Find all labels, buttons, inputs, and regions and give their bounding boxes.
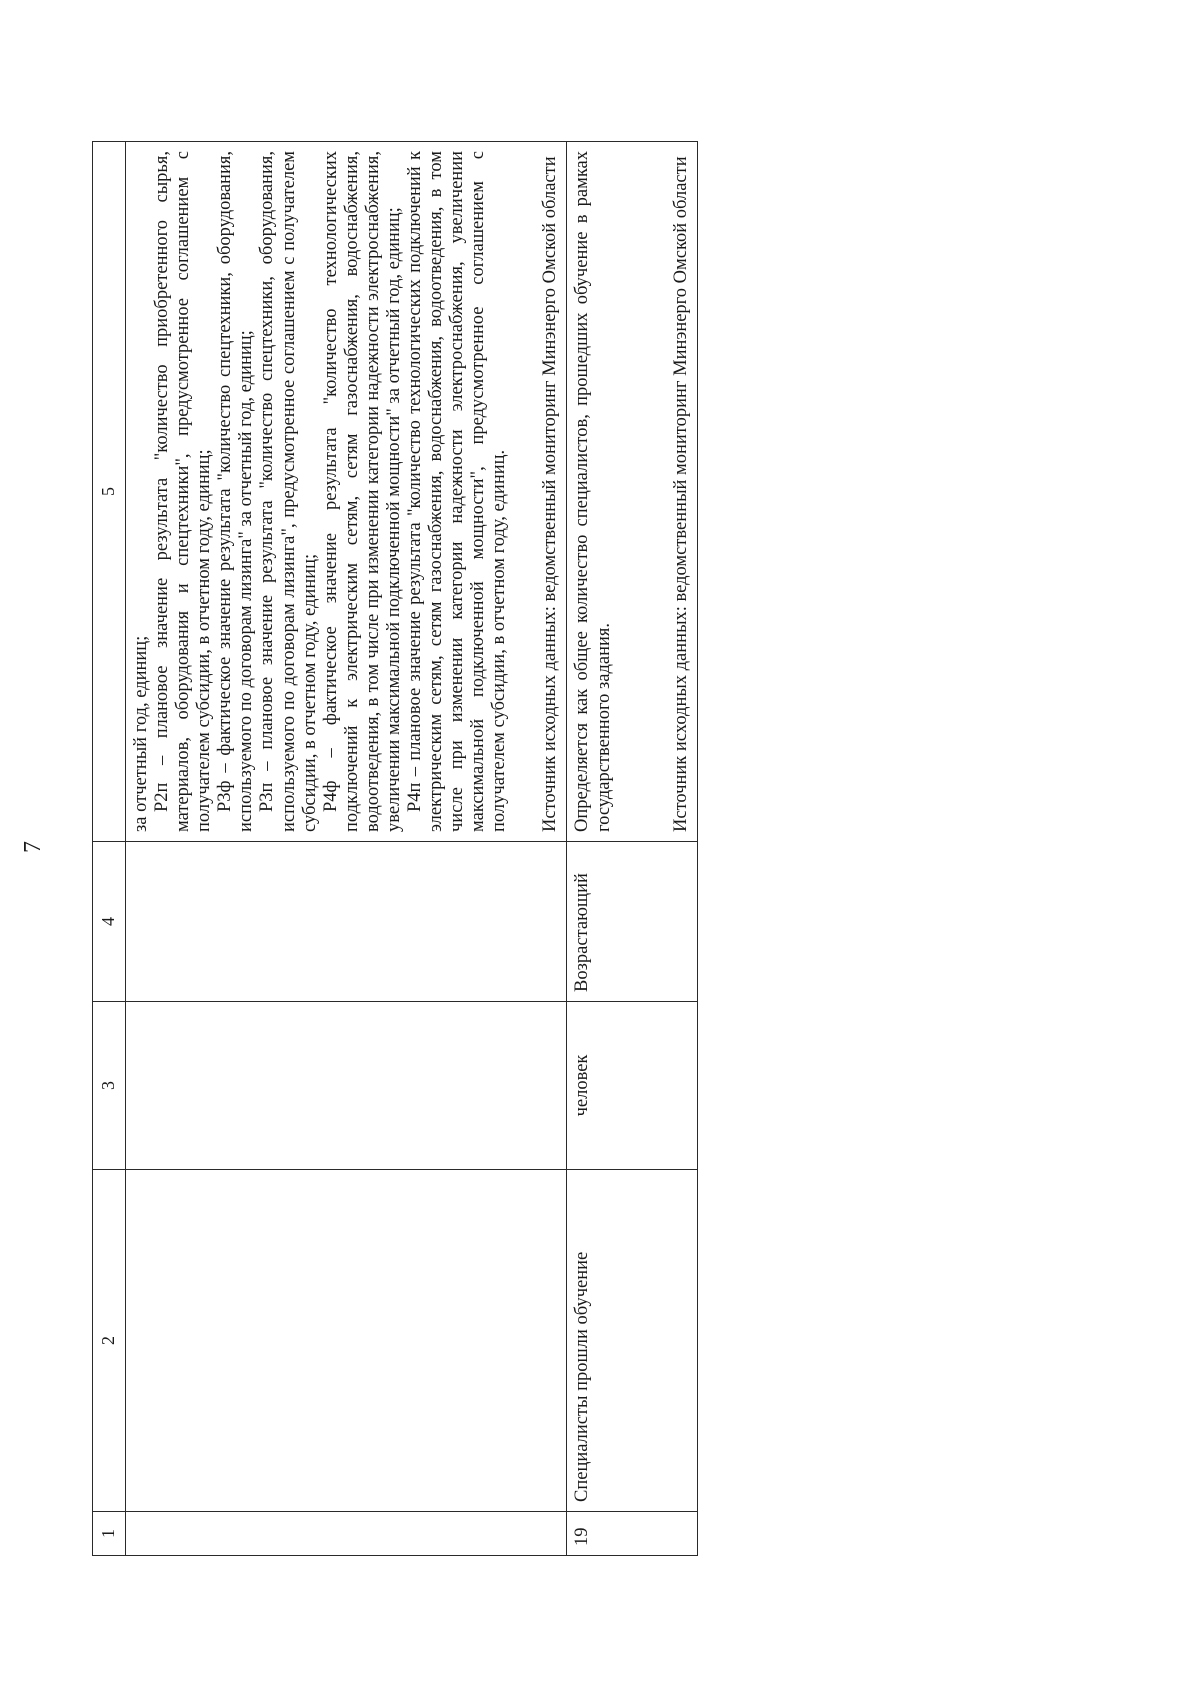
cell-indicator-name: Специалисты прошли обучение xyxy=(567,1170,697,1512)
cell-calculation-method xyxy=(567,142,697,842)
indicator-table xyxy=(92,141,698,1556)
cell-continuation-col4 xyxy=(126,842,567,1002)
data-source-text: Источник исходных данных: ведомственный мониторинг Минэнерго Омской области xyxy=(670,156,691,832)
formula-line-r4f: Р4ф – фактическое значение результата "количество технологических подключений к электрическим сетям, сетям газоснабжения, водоснабжения, водоотведения, в том числе при изменении категории надежности электроснабжения, увеличении максимальной подключенной мощности" за отчетный год, единиц; xyxy=(320,151,404,832)
data-source-text: Источник исходных данных: ведомственный мониторинг Минэнерго Омской области xyxy=(540,156,561,832)
column-number-1: 1 xyxy=(93,1512,126,1556)
spacer xyxy=(510,151,540,832)
cell-unit: человек xyxy=(567,1002,697,1170)
formula-line-r4p: Р4п – плановое значение результата "количество технологических подключений к электрическим сетям, сетям газоснабжения, водоснабжения, водоотведения, в том числе при изменении категории надежности электроснабжения, увеличении максимальной подключенной мощности", предусмотренное соглашением с получателем субсидии, в отчетном году, единиц. xyxy=(405,151,510,832)
cell-continuation-col2 xyxy=(126,1170,567,1512)
column-number-4: 4 xyxy=(93,842,126,1002)
cell-continuation-col1 xyxy=(126,1512,567,1556)
page-number: 7 xyxy=(20,841,46,853)
formula-line-r2p: Р2п – плановое значение результата "количество приобретенного сырья, материалов, оборудования и спецтехники", предусмотренное соглашением с получателем субсидии, в отчетном году, единиц; xyxy=(152,151,215,832)
cell-row-number: 19 xyxy=(567,1512,697,1556)
column-number-5: 5 xyxy=(93,142,126,842)
cell-formula-description xyxy=(126,142,567,842)
table-row-continuation xyxy=(126,142,567,1556)
column-number-3: 3 xyxy=(93,1002,126,1170)
formula-line-continuation: за отчетный год, единиц; xyxy=(131,635,151,832)
calculation-description: Определяется как общее количество специалистов, прошедших обучение в рамках государственного задания. xyxy=(572,151,614,832)
column-number-2: 2 xyxy=(93,1170,126,1512)
formula-line-r3p: Р3п – плановое значение результата "количество спецтехники, оборудования, используемого по договорам лизинга", предусмотренное соглашением с получателем субсидии, в отчетном году, единиц; xyxy=(257,151,320,832)
cell-dynamics: Возрастающий xyxy=(567,842,697,1002)
formula-line-r3f: Р3ф – фактическое значение результата "количество спецтехники, оборудования, используемого по договорам лизинга" за отчетный год, единиц; xyxy=(215,151,257,832)
table-row-19 xyxy=(567,142,697,1556)
cell-continuation-col3 xyxy=(126,1002,567,1170)
column-number-row xyxy=(93,142,126,1556)
spacer xyxy=(615,151,671,832)
